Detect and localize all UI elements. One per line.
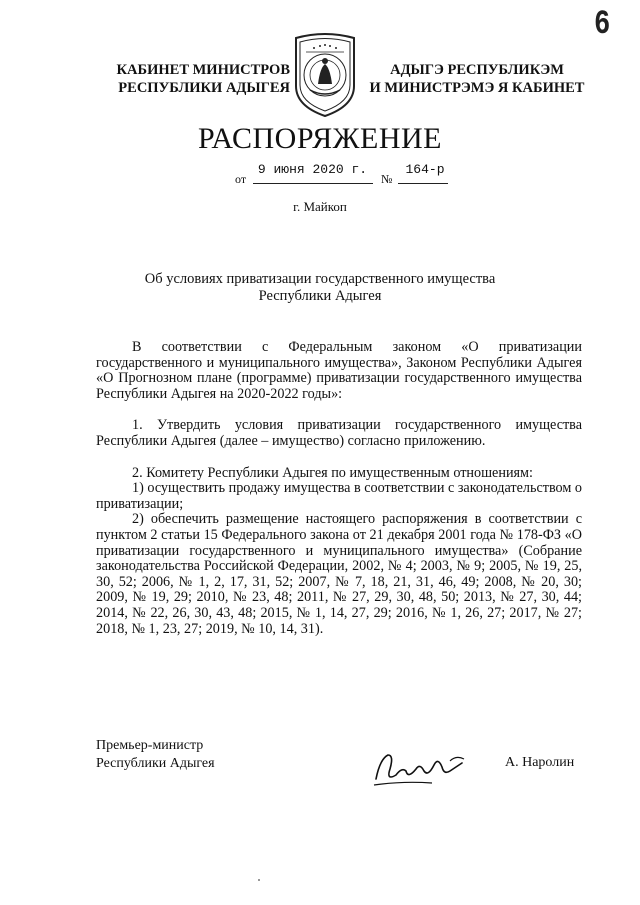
- from-label: от: [235, 172, 247, 186]
- org-name-adyghe-line1: АДЫГЭ РЕСПУБЛИКЭМ: [390, 62, 564, 78]
- subject-line2: Республики Адыгея: [258, 288, 382, 304]
- coat-of-arms-icon: [290, 28, 360, 120]
- document-title: РАСПОРЯЖЕНИЕ: [197, 122, 443, 155]
- subject-line1: Об условиях приватизации государственного имущества: [144, 271, 496, 287]
- org-name-line2: РЕСПУБЛИКИ АДЫГЕЯ: [118, 80, 290, 96]
- item-2-1: 1) осуществить продажу имущества в соответствии с законодательством о приватизации;: [96, 480, 583, 512]
- document-body: [96, 340, 582, 637]
- intro-paragraph: В соответствии с Федеральным законом «О приватизации государственного и муниципального имущества», Законом Республики Адыгея «О Прогнозном плане (программе) приватизации государственного имущества Республики Адыгея на 2020-2022 годы»:: [96, 339, 582, 402]
- org-name-adyghe-line2: И МИНИСТРЭМЭ Я КАБИНЕТ: [369, 80, 585, 96]
- page-number: 6: [594, 6, 611, 44]
- item-2-2: 2) обеспечить размещение настоящего распоряжения в соответствии с пунктом 2 статьи 15 Федерального закона от 21 декабря 2001 года № 178-ФЗ «О приватизации государственного и муниципального имущества» (Собрание законодательства Российской Федерации, 2002, № 4; 2003, № 9; 2005, № 19, 25, 30, 52; 2006, № 1, 2, 17, 31, 52; 2007, № 7, 18, 21, 31, 46, 49; 2008, № 20, 30; 2009, № 19, 29; 2010, № 23, 48; 2011, № 27, 29, 30, 48, 50; 2013, № 27, 30, 44; 2014, № 22, 26, 30, 43, 48; 2015, № 1, 14, 27, 29; 2016, № 1, 26, 27; 2017, № 27; 2018, № 1, 23, 27; 2019, № 10, 14, 31).: [96, 511, 582, 637]
- signer-position-line1: Премьер-министр: [96, 738, 204, 753]
- signer-position-line2: Республики Адыгея: [96, 756, 215, 771]
- document-subject: [0, 271, 640, 305]
- signer-position: [96, 737, 215, 773]
- item-2: 2. Комитету Республики Адыгея по имущественным отношениям:: [132, 464, 533, 481]
- org-name-adyghe: [362, 61, 592, 97]
- signer-name: А. Наролин: [505, 755, 575, 770]
- org-name-line1: КАБИНЕТ МИНИСТРОВ: [116, 62, 290, 78]
- number-underline: [398, 183, 448, 184]
- city: г. Майкоп: [293, 199, 347, 214]
- number-label: №: [381, 172, 393, 186]
- date-underline: [253, 183, 373, 184]
- scan-speck: [258, 879, 260, 881]
- item-1: 1. Утвердить условия приватизации государственного имущества Республики Адыгея (далее – имущество) согласно приложению.: [96, 417, 582, 449]
- org-name-russian: [110, 61, 290, 97]
- document-date: 9 июня 2020 г.: [257, 162, 368, 177]
- handwritten-signature: [372, 745, 467, 787]
- document-number: 164-р: [405, 162, 445, 177]
